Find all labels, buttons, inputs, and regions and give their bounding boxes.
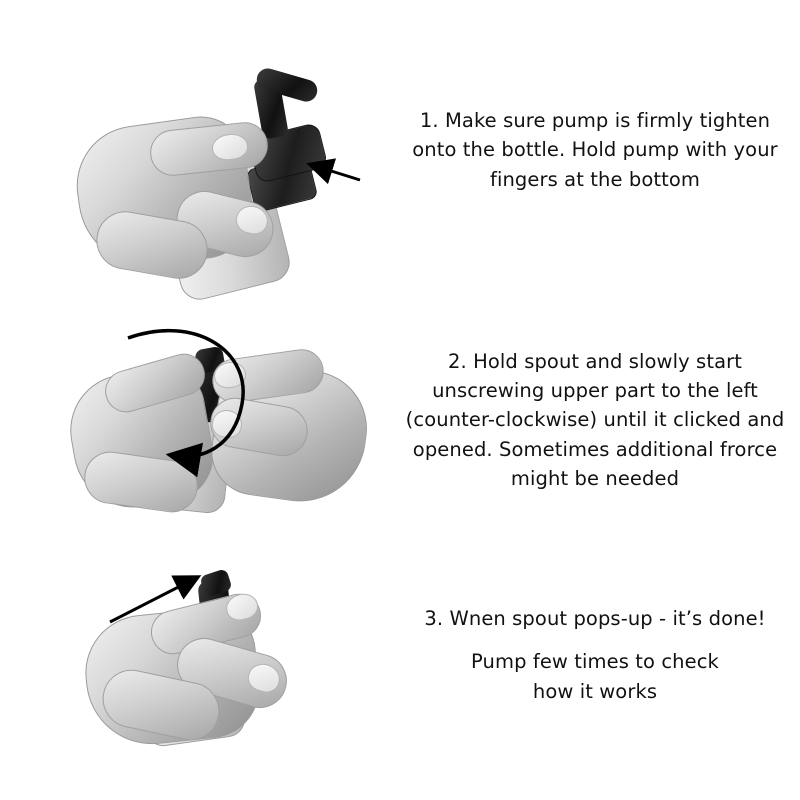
step-1-caption: 1. Make sure pump is firmly tighten onto the bottle. Hold pump with your fingers at the bottom bbox=[412, 109, 778, 191]
step-3-caption bbox=[412, 604, 777, 706]
step-3-text bbox=[390, 560, 800, 750]
step-2-photo bbox=[0, 310, 390, 530]
step-2 bbox=[0, 310, 800, 530]
step-2-text bbox=[390, 310, 800, 530]
step-3 bbox=[0, 560, 800, 750]
step-1-photo bbox=[0, 30, 390, 270]
step-3-caption-line-1: 3. Wnen spout pops-up - it’s done! bbox=[424, 607, 766, 631]
step-1-arrow bbox=[0, 30, 390, 270]
step-3-arrow bbox=[0, 560, 390, 750]
step-3-caption-line-2: Pump few times to check bbox=[471, 650, 719, 674]
step-3-photo bbox=[0, 560, 390, 750]
step-1 bbox=[0, 30, 800, 270]
step-3-caption-line-3: how it works bbox=[532, 679, 658, 703]
caption-spacer bbox=[424, 633, 765, 647]
step-2-rotation-arrow bbox=[0, 310, 390, 530]
step-2-caption: 2. Hold spout and slowly start unscrewing upper part to the left (counter-clockwise) until it clicked and opened. Sometimes additional frorce might be needed bbox=[405, 349, 785, 490]
step-1-text bbox=[390, 30, 800, 270]
